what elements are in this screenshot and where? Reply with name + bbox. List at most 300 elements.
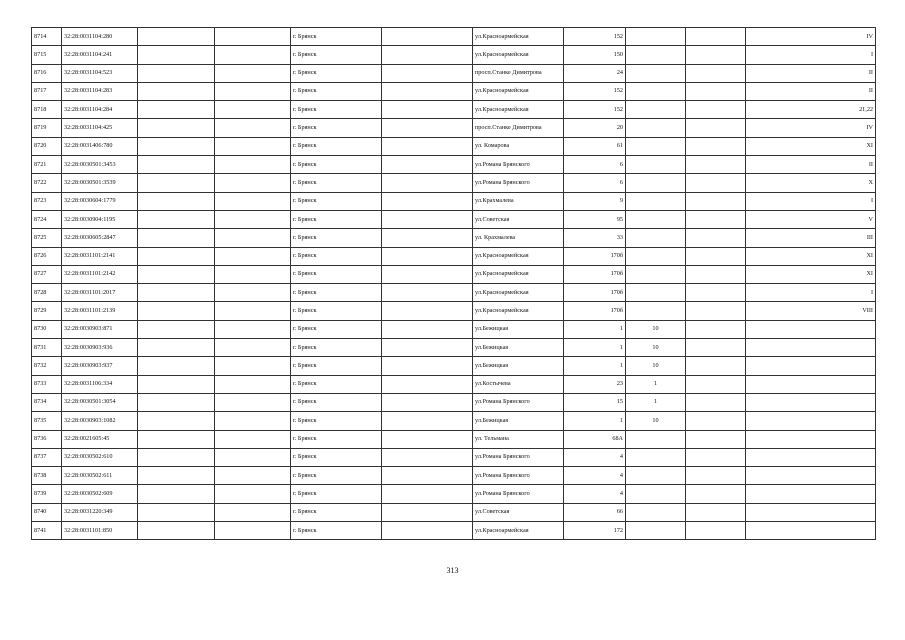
cell-empty [215, 485, 291, 503]
cell-empty [138, 339, 215, 357]
cell-premises [746, 375, 876, 393]
cell-empty [382, 229, 473, 247]
cell-record-number: 8740 [32, 503, 62, 521]
table-row [32, 302, 876, 320]
cell-house-number: 33 [564, 229, 626, 247]
cell-building [626, 119, 686, 137]
cell-city: г. Брянск [291, 467, 382, 485]
cell-empty [138, 28, 215, 46]
cell-record-number: 8732 [32, 357, 62, 375]
cell-cadastral-number: 32:28:0031106:334 [62, 375, 138, 393]
cell-house-number: 4 [564, 467, 626, 485]
cell-empty [382, 247, 473, 265]
cell-empty [382, 485, 473, 503]
cell-empty [382, 284, 473, 302]
cell-house-number: 4 [564, 485, 626, 503]
table-row [32, 412, 876, 430]
cell-cadastral-number: 32:28:0031406:780 [62, 137, 138, 155]
cell-empty [686, 192, 746, 210]
cell-empty [215, 430, 291, 448]
cell-street: ул.Романа Брянского [473, 156, 564, 174]
table-row [32, 467, 876, 485]
cell-cadastral-number: 32:28:0031220:349 [62, 503, 138, 521]
cell-empty [215, 229, 291, 247]
table-row [32, 503, 876, 521]
cell-building: 10 [626, 339, 686, 357]
cell-cadastral-number: 32:28:0030903:936 [62, 339, 138, 357]
cell-empty [382, 302, 473, 320]
cell-empty [382, 82, 473, 100]
cell-street: ул.Романа Брянского [473, 448, 564, 466]
cell-empty [686, 302, 746, 320]
cell-cadastral-number: 32:28:0031101:2139 [62, 302, 138, 320]
cell-city: г. Брянск [291, 522, 382, 540]
cell-street: ул.Красноармейская [473, 46, 564, 64]
cell-house-number: 152 [564, 82, 626, 100]
cell-street: ул.Красноармейская [473, 82, 564, 100]
cell-record-number: 8726 [32, 247, 62, 265]
cell-record-number: 8718 [32, 101, 62, 119]
cell-empty [215, 119, 291, 137]
cell-street: ул.Красноармейская [473, 247, 564, 265]
cell-building [626, 247, 686, 265]
cell-city: г. Брянск [291, 284, 382, 302]
cell-empty [382, 210, 473, 228]
cell-street: просп.Станке Димитрова [473, 64, 564, 82]
cell-empty [686, 448, 746, 466]
cell-premises [746, 430, 876, 448]
cell-street: ул. Тельмана [473, 430, 564, 448]
table-row [32, 119, 876, 137]
cell-empty [215, 284, 291, 302]
cell-record-number: 8716 [32, 64, 62, 82]
cell-building: 1 [626, 393, 686, 411]
cell-building [626, 467, 686, 485]
cell-empty [215, 375, 291, 393]
cell-empty [138, 320, 215, 338]
cell-premises [746, 503, 876, 521]
cell-cadastral-number: 32:28:0030903:1082 [62, 412, 138, 430]
cell-empty [382, 101, 473, 119]
table-row [32, 320, 876, 338]
cell-empty [215, 82, 291, 100]
cell-building [626, 265, 686, 283]
cell-record-number: 8736 [32, 430, 62, 448]
cell-street: ул.Бежицкая [473, 320, 564, 338]
cell-empty [138, 137, 215, 155]
cell-empty [686, 82, 746, 100]
cell-record-number: 8734 [32, 393, 62, 411]
cell-empty [686, 412, 746, 430]
cell-premises [746, 339, 876, 357]
cell-cadastral-number: 32:28:0031104:425 [62, 119, 138, 137]
cell-empty [382, 265, 473, 283]
cell-record-number: 8739 [32, 485, 62, 503]
cell-empty [382, 503, 473, 521]
cell-record-number: 8725 [32, 229, 62, 247]
cell-record-number: 8738 [32, 467, 62, 485]
cell-empty [382, 357, 473, 375]
cell-empty [382, 430, 473, 448]
cell-house-number: 6 [564, 174, 626, 192]
cell-record-number: 8741 [32, 522, 62, 540]
cell-empty [138, 247, 215, 265]
cell-city: г. Брянск [291, 119, 382, 137]
cell-street: ул.Советская [473, 503, 564, 521]
cell-empty [686, 265, 746, 283]
cell-empty [138, 467, 215, 485]
table-row [32, 229, 876, 247]
cell-premises: IV [746, 119, 876, 137]
cell-building [626, 229, 686, 247]
cell-empty [382, 375, 473, 393]
cell-premises: I [746, 46, 876, 64]
cell-building [626, 101, 686, 119]
cell-empty [215, 64, 291, 82]
cell-building [626, 284, 686, 302]
cell-cadastral-number: 32:28:0030903:937 [62, 357, 138, 375]
cell-empty [382, 522, 473, 540]
cell-street: ул.Красноармейская [473, 302, 564, 320]
cell-empty [686, 375, 746, 393]
cell-record-number: 8714 [32, 28, 62, 46]
cell-empty [382, 467, 473, 485]
cell-house-number: 66 [564, 503, 626, 521]
cell-city: г. Брянск [291, 229, 382, 247]
cell-empty [138, 229, 215, 247]
cell-record-number: 8731 [32, 339, 62, 357]
cell-empty [215, 357, 291, 375]
cell-empty [138, 210, 215, 228]
cell-empty [215, 393, 291, 411]
cell-house-number: 4 [564, 448, 626, 466]
cell-premises [746, 357, 876, 375]
cell-street: ул.Романа Брянского [473, 485, 564, 503]
cell-building [626, 448, 686, 466]
cell-city: г. Брянск [291, 265, 382, 283]
cell-city: г. Брянск [291, 412, 382, 430]
cell-empty [215, 412, 291, 430]
cell-record-number: 8728 [32, 284, 62, 302]
cell-empty [215, 302, 291, 320]
cell-premises: II [746, 156, 876, 174]
cell-building [626, 302, 686, 320]
cell-street: ул.Костычева [473, 375, 564, 393]
cell-empty [382, 174, 473, 192]
cell-building: 10 [626, 357, 686, 375]
cell-building [626, 82, 686, 100]
cell-building: 10 [626, 412, 686, 430]
cell-empty [215, 503, 291, 521]
cell-cadastral-number: 32:28:0030501:3539 [62, 174, 138, 192]
cell-city: г. Брянск [291, 82, 382, 100]
cell-cadastral-number: 32:28:0031101:850 [62, 522, 138, 540]
table-row [32, 101, 876, 119]
cell-premises [746, 393, 876, 411]
table-row [32, 339, 876, 357]
cell-empty [382, 448, 473, 466]
cell-street: ул.Бежицкая [473, 357, 564, 375]
cell-empty [138, 101, 215, 119]
cell-premises: II [746, 82, 876, 100]
cell-empty [382, 192, 473, 210]
cell-empty [686, 467, 746, 485]
cell-empty [382, 137, 473, 155]
cell-city: г. Брянск [291, 448, 382, 466]
cell-house-number: 172 [564, 522, 626, 540]
cell-premises: II [746, 64, 876, 82]
cell-house-number: 152 [564, 28, 626, 46]
cell-empty [138, 46, 215, 64]
cell-empty [382, 339, 473, 357]
cell-street: ул.Красноармейская [473, 265, 564, 283]
cell-building [626, 522, 686, 540]
cell-building [626, 46, 686, 64]
cell-cadastral-number: 32:28:0030605:2847 [62, 229, 138, 247]
cell-empty [138, 357, 215, 375]
cell-city: г. Брянск [291, 28, 382, 46]
cell-house-number: 170б [564, 284, 626, 302]
cell-empty [215, 137, 291, 155]
cell-cadastral-number: 32:28:0031104:280 [62, 28, 138, 46]
cell-house-number: 9 [564, 192, 626, 210]
table-row [32, 28, 876, 46]
cell-empty [215, 320, 291, 338]
cell-house-number: 68А [564, 430, 626, 448]
cell-record-number: 8723 [32, 192, 62, 210]
cell-cadastral-number: 32:28:0030904:1195 [62, 210, 138, 228]
cell-city: г. Брянск [291, 210, 382, 228]
cell-city: г. Брянск [291, 46, 382, 64]
cell-city: г. Брянск [291, 375, 382, 393]
cell-cadastral-number: 32:28:0031101:2141 [62, 247, 138, 265]
cell-street: просп.Станке Димитрова [473, 119, 564, 137]
cell-empty [686, 503, 746, 521]
table-row [32, 82, 876, 100]
cell-empty [215, 174, 291, 192]
cell-empty [138, 485, 215, 503]
cell-empty [215, 265, 291, 283]
cell-premises [746, 320, 876, 338]
cell-house-number: 1 [564, 320, 626, 338]
cell-building [626, 503, 686, 521]
cell-record-number: 8724 [32, 210, 62, 228]
cell-cadastral-number: 32:28:0031104:523 [62, 64, 138, 82]
cell-cadastral-number: 32:28:0030501:3054 [62, 393, 138, 411]
cell-record-number: 8722 [32, 174, 62, 192]
cell-cadastral-number: 32:28:0031101:2142 [62, 265, 138, 283]
cell-empty [138, 119, 215, 137]
cell-street: ул.Романа Брянского [473, 393, 564, 411]
cell-empty [138, 503, 215, 521]
cell-empty [686, 393, 746, 411]
cell-building [626, 485, 686, 503]
cell-empty [138, 174, 215, 192]
cell-cadastral-number: 32:28:0030502:609 [62, 485, 138, 503]
cell-empty [138, 265, 215, 283]
cell-premises [746, 412, 876, 430]
cell-empty [686, 101, 746, 119]
cell-building [626, 64, 686, 82]
cell-premises [746, 485, 876, 503]
cell-city: г. Брянск [291, 174, 382, 192]
cell-house-number: 24 [564, 64, 626, 82]
cell-empty [686, 430, 746, 448]
cell-city: г. Брянск [291, 393, 382, 411]
cell-street: ул.Романа Брянского [473, 467, 564, 485]
cell-empty [138, 156, 215, 174]
cell-empty [686, 339, 746, 357]
cell-record-number: 8717 [32, 82, 62, 100]
cell-cadastral-number: 32:28:0031104:283 [62, 82, 138, 100]
cell-house-number: 95 [564, 210, 626, 228]
cell-cadastral-number: 32:28:0030502:611 [62, 467, 138, 485]
cell-building [626, 430, 686, 448]
table-row [32, 174, 876, 192]
cell-empty [382, 64, 473, 82]
cell-building: 10 [626, 320, 686, 338]
cell-street: ул.Крахмалева [473, 192, 564, 210]
cell-empty [138, 192, 215, 210]
cell-empty [215, 339, 291, 357]
cell-building [626, 28, 686, 46]
cell-street: ул.Бежицкая [473, 412, 564, 430]
cell-cadastral-number: 32:28:0030903:871 [62, 320, 138, 338]
cell-empty [138, 82, 215, 100]
cell-house-number: 20 [564, 119, 626, 137]
table-row [32, 46, 876, 64]
cell-empty [382, 119, 473, 137]
cell-cadastral-number: 32:28:0031104:284 [62, 101, 138, 119]
table-row [32, 448, 876, 466]
table-row [32, 137, 876, 155]
cell-street: ул.Красноармейская [473, 522, 564, 540]
cell-premises: VIII [746, 302, 876, 320]
cell-record-number: 8715 [32, 46, 62, 64]
cell-building [626, 210, 686, 228]
cell-street: ул.Советская [473, 210, 564, 228]
cell-city: г. Брянск [291, 357, 382, 375]
cell-premises: V [746, 210, 876, 228]
cell-premises [746, 467, 876, 485]
cell-street: ул. Крахмалева [473, 229, 564, 247]
cell-cadastral-number: 32:28:0030502:610 [62, 448, 138, 466]
cell-building [626, 156, 686, 174]
cell-empty [686, 229, 746, 247]
cell-empty [382, 320, 473, 338]
cell-house-number: 1 [564, 412, 626, 430]
cell-empty [138, 375, 215, 393]
cell-empty [686, 320, 746, 338]
cell-record-number: 8727 [32, 265, 62, 283]
table-row [32, 284, 876, 302]
cell-record-number: 8735 [32, 412, 62, 430]
cell-empty [138, 64, 215, 82]
cell-city: г. Брянск [291, 320, 382, 338]
cell-premises: 21,22 [746, 101, 876, 119]
cell-cadastral-number: 32:28:0031104:241 [62, 46, 138, 64]
cell-house-number: 6 [564, 156, 626, 174]
cell-empty [215, 522, 291, 540]
cell-premises: III [746, 229, 876, 247]
cell-premises: XI [746, 137, 876, 155]
cell-record-number: 8721 [32, 156, 62, 174]
cell-building [626, 192, 686, 210]
cell-empty [686, 174, 746, 192]
table-row [32, 430, 876, 448]
table-row [32, 210, 876, 228]
cell-record-number: 8733 [32, 375, 62, 393]
cell-house-number: 15 [564, 393, 626, 411]
cell-house-number: 1 [564, 339, 626, 357]
cell-cadastral-number: 32:28:0031101:2017 [62, 284, 138, 302]
cell-city: г. Брянск [291, 503, 382, 521]
cell-house-number: 170б [564, 247, 626, 265]
table-row [32, 357, 876, 375]
cell-empty [686, 357, 746, 375]
cell-empty [686, 156, 746, 174]
cell-house-number: 150 [564, 46, 626, 64]
cell-city: г. Брянск [291, 302, 382, 320]
cell-house-number: 152 [564, 101, 626, 119]
cell-street: ул.Красноармейская [473, 101, 564, 119]
cell-empty [215, 448, 291, 466]
cell-empty [138, 393, 215, 411]
cell-city: г. Брянск [291, 247, 382, 265]
cell-street: ул.Романа Брянского [473, 174, 564, 192]
cell-empty [138, 430, 215, 448]
cell-city: г. Брянск [291, 137, 382, 155]
cell-house-number: 23 [564, 375, 626, 393]
cell-premises: I [746, 284, 876, 302]
cell-premises [746, 448, 876, 466]
cell-city: г. Брянск [291, 156, 382, 174]
cell-empty [215, 467, 291, 485]
cell-cadastral-number: 32:28:0030604:1779 [62, 192, 138, 210]
table-row [32, 156, 876, 174]
cell-empty [686, 210, 746, 228]
cell-empty [686, 284, 746, 302]
cell-record-number: 8719 [32, 119, 62, 137]
cell-empty [686, 522, 746, 540]
cell-empty [382, 393, 473, 411]
cell-empty [686, 119, 746, 137]
table-row [32, 265, 876, 283]
cell-empty [686, 485, 746, 503]
cell-city: г. Брянск [291, 192, 382, 210]
cell-empty [215, 210, 291, 228]
cell-city: г. Брянск [291, 64, 382, 82]
cell-empty [138, 412, 215, 430]
cell-empty [138, 284, 215, 302]
page-number: 313 [446, 566, 459, 575]
cell-city: г. Брянск [291, 339, 382, 357]
cell-street: ул.Красноармейская [473, 28, 564, 46]
cell-empty [215, 28, 291, 46]
cell-empty [215, 156, 291, 174]
table-row [32, 485, 876, 503]
cell-record-number: 8730 [32, 320, 62, 338]
table-row [32, 64, 876, 82]
cell-street: ул.Красноармейская [473, 284, 564, 302]
table-row [32, 192, 876, 210]
cell-house-number: 170б [564, 265, 626, 283]
cell-building [626, 174, 686, 192]
cell-record-number: 8737 [32, 448, 62, 466]
cell-city: г. Брянск [291, 430, 382, 448]
cell-empty [382, 412, 473, 430]
cell-empty [215, 46, 291, 64]
